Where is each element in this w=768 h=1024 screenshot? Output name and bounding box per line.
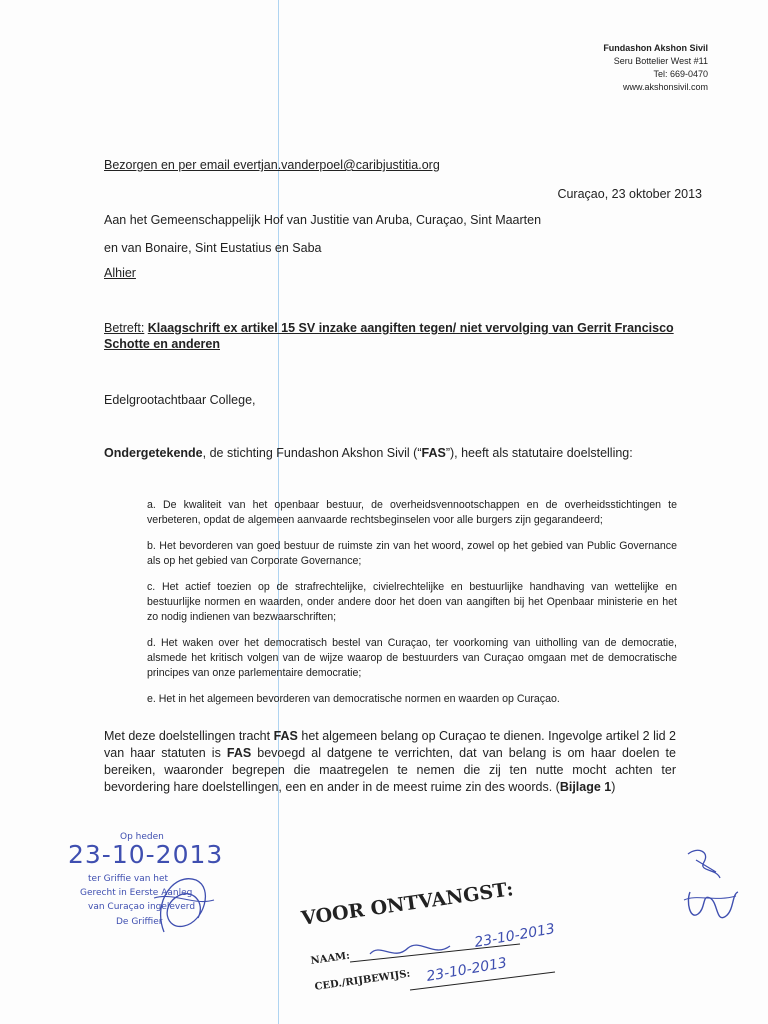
closing-part-3: bevoegd al datgene te verrichten, dat van belang is om haar doelen te bereiken, waaronder begrepen die maatregelen te nemen die zij ten nutte mocht achten ter bevordering hare doelstellingen, een en ander in de meest ruime zin des woords. ( [104, 746, 676, 794]
intro-bold-start: Ondergetekende [104, 446, 203, 460]
goal-item-b: b. Het bevorderen van goed bestuur de ruimste zin van het woord, zowel op het gebied van Public Governance als op het gebied van Corporate Governance; [147, 540, 677, 567]
subject-label: Betreft: [104, 321, 145, 335]
letterhead [603, 42, 708, 94]
addressee-line-2: en van Bonaire, Sint Eustatius en Saba [104, 241, 322, 255]
stamp-signature-icon [144, 862, 218, 938]
closing-bijlage: Bijlage 1 [559, 780, 612, 794]
stamp-line-3: van Curaçao ingeleverd [88, 902, 196, 912]
intro-part-2: ”), heeft als statutaire doelstelling: [445, 446, 633, 460]
goal-item-d: d. Het waken over het democratisch bestel van Curaçao, ter voorkoming van uitholling van de democratie, alsmede het kritisch volgen van de wijze waarop de bestuurders van Curaçao omgaan met de democratische principes van onze parlementaire democratie; [147, 637, 677, 679]
stamp-line-4: De Griffier [116, 917, 163, 927]
registry-stamp [58, 832, 224, 942]
delivery-note: Bezorgen en per email evertjan.vanderpoel@caribjustitia.org [104, 158, 440, 172]
receipt-handwritten-date-2: 23-10-2013 [425, 955, 509, 985]
closing-fas-1: FAS [273, 729, 298, 743]
letterhead-web: www.akshonsivil.com [622, 82, 708, 92]
addressee-line-1: Aan het Gemeenschappelijk Hof van Justitie van Aruba, Curaçao, Sint Maarten [104, 213, 542, 227]
intro-fas: FAS [421, 446, 446, 460]
receipt-id-label: CED./RIJBEWIJS: [314, 968, 411, 993]
stamp-line-2: Gerecht in Eerste Aanleg [80, 888, 193, 898]
receipt-stamp [300, 878, 560, 1008]
intro-paragraph [104, 445, 676, 462]
stamp-date: 23-10-2013 [68, 840, 224, 869]
closing-part-2: het algemeen belang op Curaçao te dienen. Ingevolge artikel 2 lid 2 van haar statuten is [104, 729, 677, 760]
intro-part-1: , de stichting Fundashon Akshon Sivil (“ [202, 446, 422, 460]
subject-line [104, 320, 676, 352]
margin-initials-icon [676, 842, 746, 932]
subject-text: Klaagschrift ex artikel 15 SV inzake aangiften tegen/ niet vervolging van Gerrit Francisco Schotte en anderen [104, 321, 674, 351]
goal-item-c: c. Het actief toezien op de strafrechtelijke, civielrechtelijke en bestuurlijke handhaving van wettelijke en bestuurlijke normen en waarden, onder andere door het doen van aangiften bij het Openbaar ministerie en het zo nodig indienen van bezwaarschriften; [147, 581, 677, 623]
salutation: Edelgrootachtbaar College, [104, 393, 256, 407]
letterhead-tel: Tel: 669-0470 [653, 69, 708, 79]
stamp-line-1: ter Griffie van het [88, 874, 169, 884]
closing-part-4: ) [611, 780, 616, 794]
closing-fas-2: FAS [226, 746, 252, 760]
addressee-line-3: Alhier [104, 266, 136, 280]
receipt-title: VOOR ONTVANGST: [300, 878, 515, 930]
closing-part-1: Met deze doelstellingen tracht [104, 729, 274, 743]
stamp-top: Op heden [120, 832, 164, 842]
closing-paragraph [104, 728, 676, 796]
goals-list [147, 498, 677, 718]
letterhead-address: Seru Bottelier West #11 [613, 56, 708, 66]
goal-item-a: a. De kwaliteit van het openbaar bestuur, de overheidsvennootschappen en de overheidsstichtingen te verbeteren, opdat de algemeen aanvaarde rechtsbeginselen voor alle burgers zijn gegarandeerd; [147, 499, 677, 526]
receipt-handwritten-date-1: 23-10-2013 [473, 921, 557, 951]
goal-item-e: e. Het in het algemeen bevorderen van democratische normen en waarden op Curaçao. [147, 693, 560, 705]
letter-date: Curaçao, 23 oktober 2013 [557, 187, 702, 201]
letterhead-org: Fundashon Akshon Sivil [603, 43, 708, 53]
receipt-name-label: NAAM: [310, 950, 351, 967]
